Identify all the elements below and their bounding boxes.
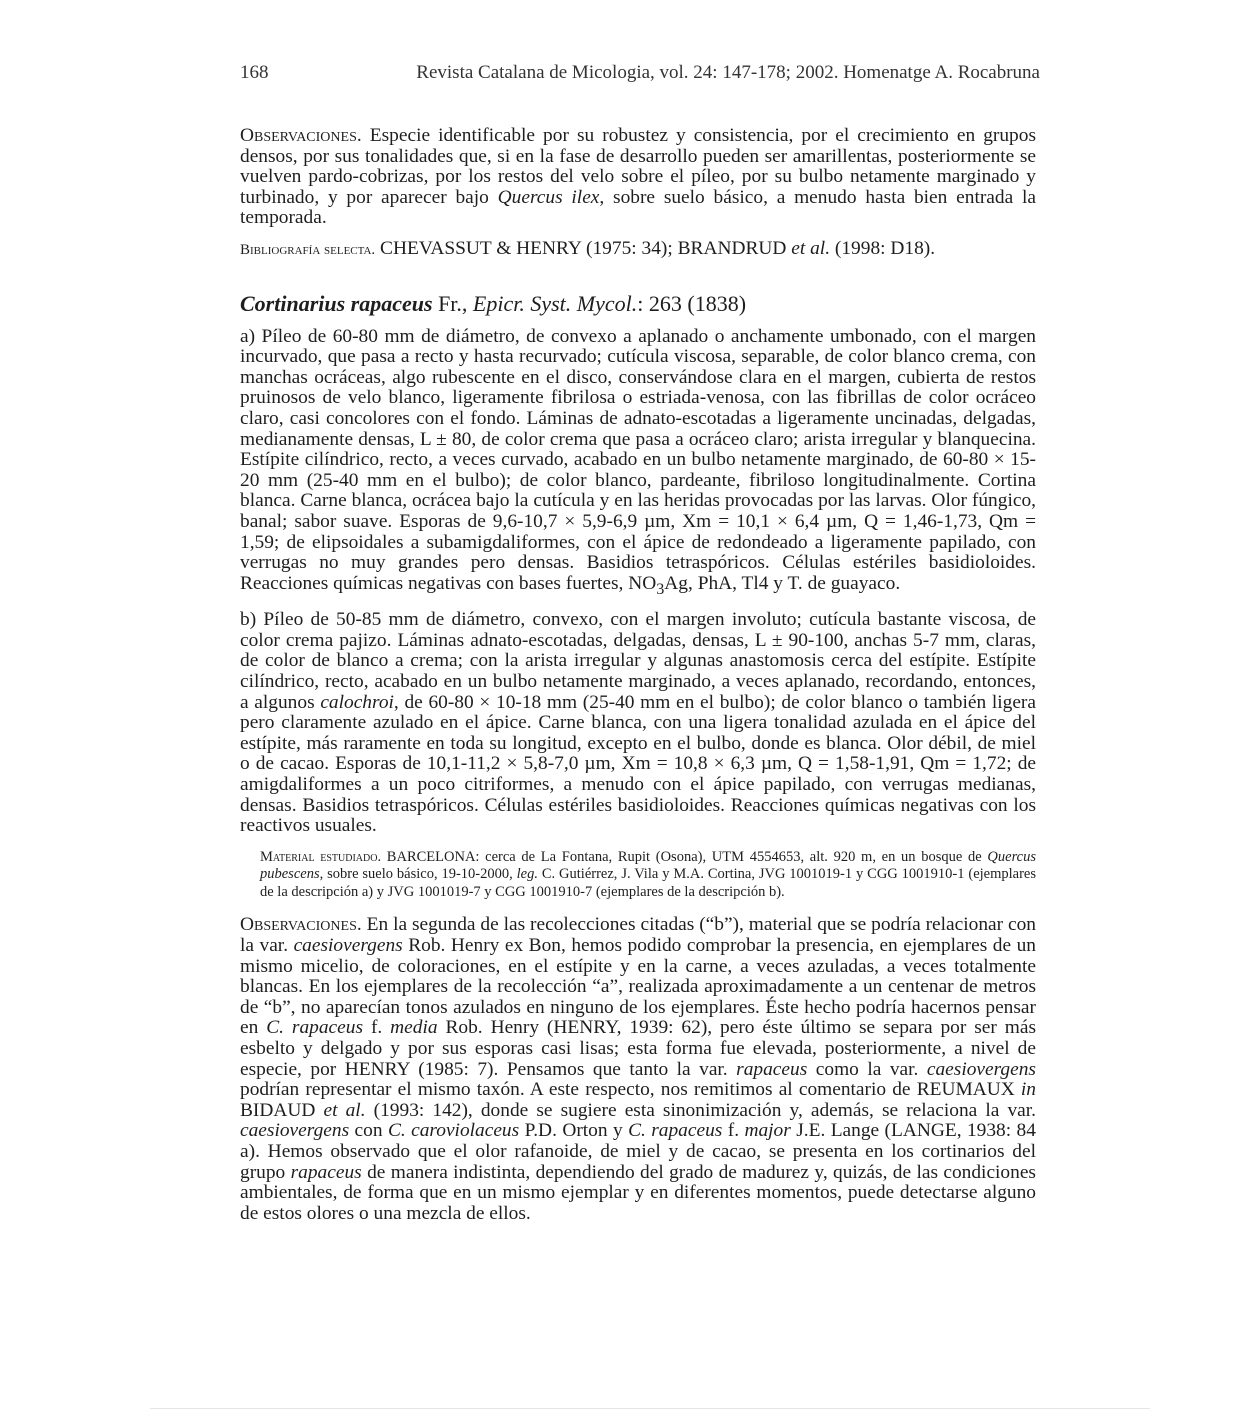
bottom-scan-edge <box>150 1408 1150 1409</box>
obs2-i7: et al. <box>323 1099 366 1121</box>
bibliography-etal: et al. <box>791 237 831 259</box>
article-body <box>240 126 1036 1224</box>
obs2-i12: rapaceus <box>290 1161 362 1183</box>
material-studied <box>260 849 1036 902</box>
observations-text: Especie identificable por su robustez y consistencia, por el crecimiento en grupos densos, por sus tonalidades que, si en la fase de desarrollo pueden ser amarillentas, posteriormente se vuelven pardo-cobrizas, por los restos del velo sobre el píleo, por su bulbo netamente marginado y turbinado, y por aparecer bajo <box>240 125 1036 208</box>
description-a-text-end: Ag, PhA, Tl4 y T. de guayaco. <box>664 572 901 594</box>
material-leg: leg. <box>516 866 538 883</box>
observations-text-end: , sobre suelo básico, a menudo hasta bien entrada la temporada. <box>240 186 1036 229</box>
observations-2-label: Observaciones. <box>240 914 362 936</box>
obs2-t7: BIDAUD <box>240 1099 316 1121</box>
species-heading <box>240 291 1036 317</box>
obs2-i2: C. rapaceus <box>266 1017 364 1039</box>
observations-taxon: Quercus ilex <box>497 186 600 208</box>
observations-paragraph-1 <box>240 126 1036 229</box>
obs2-t8: (1993: 142), donde se sugiere esta sinonimización y, además, se relaciona la var. <box>373 1099 1036 1121</box>
species-citation: : 263 (1838) <box>637 290 747 316</box>
obs2-i8: caesiovergens <box>240 1120 350 1142</box>
obs2-i11: major <box>744 1120 791 1142</box>
description-b-text: b) Píleo de 50-85 mm de diámetro, convexo, con el margen involuto; cutícula bastante viscosa, de color crema pajizo. Láminas adnato-escotadas, delgadas, densas, L ± 90-100, anchas 5-7 mm, claras, de color de blanco a crema; con la arista irregular y algunas anastomosis cerca del estípite. Estípite cilíndrico, recto, acabado en un bulbo netamente marginado, a veces aplanado, recordando, entonces, a algunos <box>240 609 1036 713</box>
obs2-t9: con <box>354 1120 383 1142</box>
obs2-t3: f. <box>370 1017 383 1039</box>
obs2-t10: P.D. Orton y <box>524 1120 623 1142</box>
species-name: Cortinarius rapaceus <box>240 290 433 316</box>
observations-label: Observaciones. <box>240 125 362 146</box>
observations-paragraph-2 <box>240 915 1036 1224</box>
bibliography-label: Bibliografía selecta. <box>240 241 376 258</box>
material-text-2: , sobre suelo básico, 19-10-2000, <box>319 866 513 883</box>
running-title: Revista Catalana de Micologia, vol. 24: 147-178; 2002. Homenatge A. Rocabruna <box>416 62 1040 83</box>
obs2-t4: Rob. Henry (HENRY, 1939: 62), pero éste último se separa por ser más esbelto y delgado y por sus esporas casi lisas; esta forma fue elevada, posteriormente, a nivel de especie, por HENRY (1985: 7). Pensamos que tanto la var. <box>240 1017 1036 1080</box>
description-b-text-end: , de 60-80 × 10-18 mm (25-40 mm en el bulbo); de color blanco o también ligera pero claramente azulado en el ápice. Carne blanca, con una ligera tonalidad azulada en el ápice del estípite, más raramente en toda su longitud, excepto en el bulbo, donde es blanca. Olor débil, de miel o de cacao. Esporas de 10,1-11,2 × 5,8-7,0 µm, Xm = 10,8 × 6,3 µm, Q = 1,58-1,91, Qm = 1,72; de amigdaliformes a un poco citriformes, a menudo con el ápice papilado, con verrugas medianas, densas. Basidios tetraspóricos. Células estériles basidioloides. Reacciones químicas negativas con los reactivos usuales. <box>240 691 1036 837</box>
obs2-i9: C. caroviolaceus <box>387 1120 520 1142</box>
obs2-i6: in <box>1020 1079 1036 1101</box>
bibliography-paragraph <box>240 239 1036 261</box>
species-author: Fr., <box>438 290 468 316</box>
obs2-t1: En la segunda de las recolecciones citadas (“b”), material que se podría relacionar con la var. <box>240 914 1036 957</box>
page-header <box>240 62 1040 88</box>
obs2-t12: J.E. Lange (LANGE, 1938: 84 a). Hemos observado que el olor rafanoide, de miel y de cacao, se presenta en los cortinarios del grupo <box>240 1120 1036 1183</box>
material-text-3: C. Gutiérrez, J. Vila y M.A. Cortina, JVG 1001019-1 y CGG 1001910-1 (ejemplares de la descripción a) y JVG 1001019-7 y CGG 1001910-7 (ejemplares de la descripción b). <box>260 866 1037 900</box>
description-b-taxon: calochroi <box>320 691 394 713</box>
material-label: Material estudiado. <box>260 848 382 865</box>
obs2-t2: Rob. Henry ex Bon, hemos podido comprobar la presencia, en ejemplares de un mismo micelio, de coloraciones, en el estípite y en la carne, a veces azuladas, a veces totalmente blancas. En los ejemplares de la recolección “a”, realizada aproximadamente a un centenar de metros de “b”, no aparecían tonos azulados en ninguno de los ejemplares. Éste hecho podría hacernos pensar en <box>240 935 1036 1039</box>
bibliography-text-end: (1998: D18). <box>834 237 936 259</box>
description-a-subscript: 3 <box>656 580 665 598</box>
obs2-i1: caesiovergens <box>293 935 403 957</box>
species-publication: Epicr. Syst. Mycol. <box>472 290 638 316</box>
bibliography-text: CHEVASSUT & HENRY (1975: 34); BRANDRUD <box>380 237 787 259</box>
obs2-t6: podrían representar el mismo taxón. A este respecto, nos remitimos al comentario de REUMAUX <box>240 1079 1015 1101</box>
obs2-t11: f. <box>727 1120 740 1142</box>
obs2-i4: rapaceus <box>736 1058 808 1080</box>
description-a <box>240 327 1036 601</box>
page-number: 168 <box>240 62 269 83</box>
obs2-i10: C. rapaceus <box>628 1120 723 1142</box>
obs2-t5: como la var. <box>815 1058 919 1080</box>
description-a-text: a) Píleo de 60-80 mm de diámetro, de convexo a aplanado o anchamente umbonado, con el margen incurvado, que pasa a recto y hasta recurvado; cutícula viscosa, separable, de color blanco crema, con manchas ocráceas, algo rubescente en el disco, conservándose clara en el margen, cubierta de restos pruinosos de velo blanco, ligeramente fibrilosa o estriada-venosa, con las fibrillas de color ocráceo claro, casi concolores con el fondo. Láminas de adnato-escotadas a ligeramente uncinadas, delgadas, medianamente densas, L ± 80, de color crema que pasa a ocráceo claro; arista irregular y blanquecina. Estípite cilíndrico, recto, a veces curvado, acabado en un bulbo netamente marginado, de 60-80 × 15-20 mm (25-40 mm en el bulbo); de color blanco, pardeante, fibriloso longitudinalmente. Cortina blanca. Carne blanca, ocrácea bajo la cutícula y en las heridas provocadas por las larvas. Olor fúngico, banal; sabor suave. Esporas de 9,6-10,7 × 5,9-6,9 µm, Xm = 10,1 × 6,4 µm, Q = 1,46-1,73, Qm = 1,59; de elipsoidales a subamigdaliformes, con el ápice de redondeado a ligeramente papilado, con verrugas no muy grandes pero densas. Basidios tetraspóricos. Células estériles basidioloides. Reacciones químicas negativas con bases fuertes, NO <box>240 325 1036 594</box>
material-text-1: BARCELONA: cerca de La Fontana, Rupit (Osona), UTM 4554653, alt. 920 m, en un bosque de <box>386 848 982 865</box>
obs2-i3: media <box>390 1017 438 1039</box>
obs2-t13: de manera indistinta, dependiendo del grado de madurez y, quizás, de las condiciones ambientales, de forma que en un mismo ejemplar y en diferentes momentos, puede detectarse alguno de estos olores o una mezcla de ellos. <box>240 1161 1036 1224</box>
description-b <box>240 610 1036 837</box>
obs2-i5: caesiovergens <box>926 1058 1036 1080</box>
material-taxon: Quercus pubescens <box>260 848 1036 883</box>
